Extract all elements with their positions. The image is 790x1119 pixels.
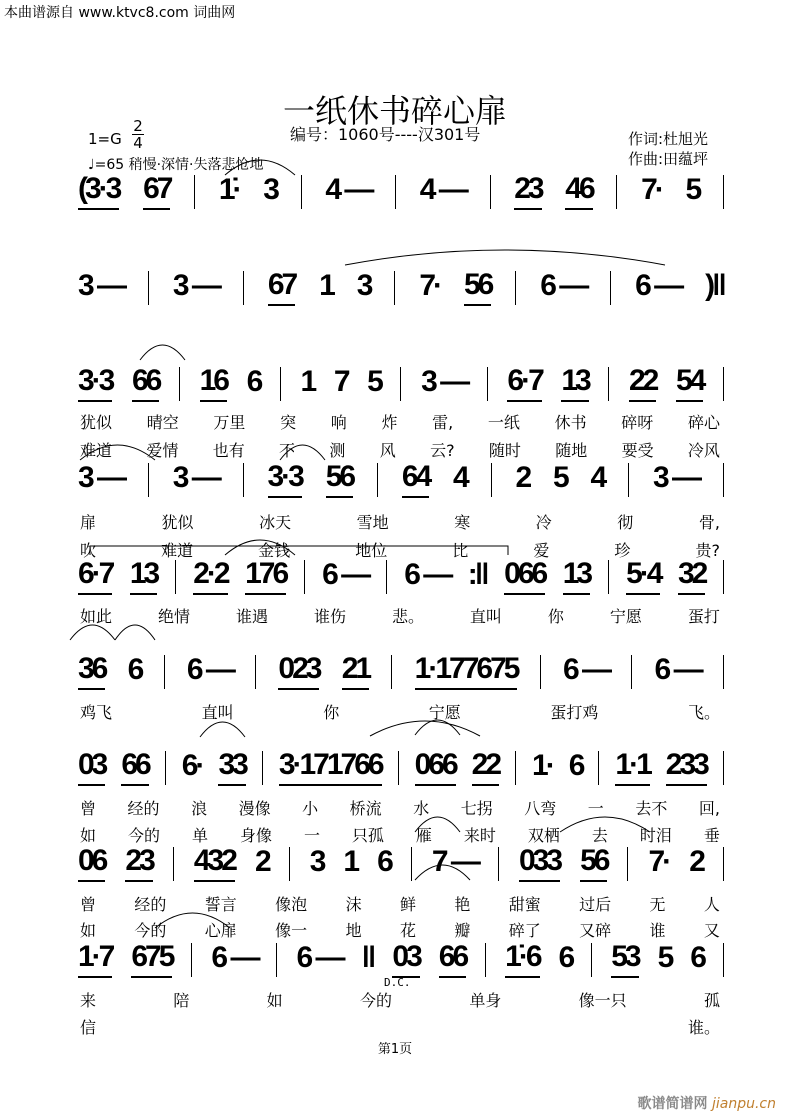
lyric-word: 蛋打鸡 xyxy=(550,703,599,722)
note-group: 13 xyxy=(561,366,588,402)
note-group: 7 xyxy=(333,365,348,398)
note-group: 3·3 xyxy=(268,462,302,498)
lyric-word: 扉 xyxy=(80,513,97,532)
note-group: 432 xyxy=(194,846,235,882)
lyric-word: 如 xyxy=(80,826,97,845)
lyric-word: 瓣 xyxy=(454,921,471,940)
note-group: 3 xyxy=(263,173,277,206)
note-group: 4 — xyxy=(325,173,372,206)
note-group: 6 — xyxy=(322,558,369,591)
note-group: 5 xyxy=(685,173,700,206)
lyric-word: 又碎 xyxy=(579,921,612,940)
lyric-word: 云? xyxy=(430,441,455,460)
lyric-word: 也有 xyxy=(212,441,245,460)
lyric-word: 陪 xyxy=(173,991,190,1010)
lyric-word: 一纸 xyxy=(487,413,520,432)
note-group: 6 — xyxy=(562,653,610,686)
slur xyxy=(415,865,470,880)
source-note: 本曲谱源自 www.ktvc8.com 词曲网 xyxy=(4,5,236,21)
note-group: 6 — xyxy=(654,653,701,686)
note-group: 066 xyxy=(415,750,456,786)
lyric-word: 吹 xyxy=(80,541,97,560)
lyric-word: 难道 xyxy=(80,441,113,460)
lyric-word: 金钱 xyxy=(258,541,291,560)
lyric-word: 直叫 xyxy=(469,607,502,626)
watermark-cn: 歌谱简谱网 xyxy=(637,1096,708,1112)
note-group: 6 xyxy=(127,653,142,686)
note-group: 7· xyxy=(648,845,670,878)
lyric-word: 双栖 xyxy=(527,826,560,845)
lyric-word: 过后 xyxy=(579,895,612,914)
note-group: 1· xyxy=(532,749,553,782)
note-group: 1 xyxy=(300,365,315,398)
catalog-number: 编号：1060号----汉301号 xyxy=(290,125,481,144)
note-group: 6·7 xyxy=(507,366,541,402)
lyric-word: 今的 xyxy=(127,826,160,845)
lyric-word: 心扉 xyxy=(204,921,237,940)
lyric-word: 谁。 xyxy=(687,1018,720,1037)
lyric-word: 谁伤 xyxy=(313,607,346,626)
note-group: 1̇· xyxy=(218,173,240,206)
lyric-word: 测 xyxy=(329,441,346,460)
note-group: 066 xyxy=(504,559,545,595)
lyric-word: 小 xyxy=(302,799,319,818)
note-group: 6 xyxy=(246,365,261,398)
note-group: 1 xyxy=(343,845,358,878)
note-group: 7· xyxy=(419,269,440,302)
lyric-word: 爱 xyxy=(533,541,550,560)
slur xyxy=(225,540,295,555)
lyric-word: 鲜 xyxy=(399,895,416,914)
lyric-word: 直叫 xyxy=(201,703,234,722)
lyric-word: 谁 xyxy=(649,921,666,940)
note-group: 5 xyxy=(657,941,672,974)
lyric-word: 随时 xyxy=(488,441,521,460)
lyric-word: 八弯 xyxy=(524,799,557,818)
note-group: 33 xyxy=(218,750,245,786)
note-group: 2·2 xyxy=(193,559,227,595)
note-group: 5 xyxy=(553,461,567,494)
lyric-word: 艳 xyxy=(454,895,471,914)
lyric-word: 时泪 xyxy=(639,826,672,845)
lyric-word: 鸡飞 xyxy=(80,703,113,722)
lyric-word: 七拐 xyxy=(460,799,493,818)
slur xyxy=(415,817,460,832)
lyric-word: 谁遇 xyxy=(235,607,268,626)
note-group: 233 xyxy=(666,750,707,786)
da-capo-marking: D.C. xyxy=(384,976,411,989)
note-group: 2 xyxy=(254,845,269,878)
lyric-word: 去 xyxy=(591,826,608,845)
note-group: 4 xyxy=(453,461,467,494)
note-group: ‖ xyxy=(361,941,374,974)
lyric-word: 宁愿 xyxy=(428,703,461,722)
lyric-word: 悲。 xyxy=(391,607,424,626)
note-group: 6 xyxy=(558,941,573,974)
lyric-word: 经的 xyxy=(127,799,160,818)
slur xyxy=(70,625,115,640)
note-group: 3 — xyxy=(172,461,219,494)
lyric-word: 经的 xyxy=(134,895,167,914)
song-title: 一纸休书碎心扉 xyxy=(282,92,507,130)
page-number: 第1页 xyxy=(377,1042,413,1057)
note-group: 64 xyxy=(402,462,429,498)
lyric-word: 沫 xyxy=(345,895,362,914)
lyric-word: 骨, xyxy=(698,513,720,532)
lyricist: 作词:杜旭光 xyxy=(628,130,709,148)
note-group: 3 xyxy=(309,845,324,878)
note-group: 46 xyxy=(565,174,592,210)
lyric-word: 孤 xyxy=(703,991,720,1010)
note-group: 66 xyxy=(121,750,148,786)
note-group: 6 — xyxy=(211,941,258,974)
lyric-word: 你 xyxy=(547,607,564,626)
note-group: 176 xyxy=(245,559,286,595)
lyric-word: 单身 xyxy=(469,991,502,1010)
note-group: 67 xyxy=(143,174,170,210)
lyric-word: 身像 xyxy=(239,826,272,845)
lyric-word: 曾 xyxy=(80,895,97,914)
note-group: 22 xyxy=(472,750,499,786)
note-group: 2 xyxy=(689,845,703,878)
note-group: 6 — xyxy=(635,269,682,302)
note-group: 56 xyxy=(464,270,491,306)
key-signature: 1=G xyxy=(88,130,122,148)
note-group: 7 — xyxy=(431,845,478,878)
note-group: 16 xyxy=(200,366,227,402)
note-group: 13 xyxy=(563,559,590,595)
lyric-word: 如此 xyxy=(80,607,113,626)
note-group: 6 — xyxy=(186,653,233,686)
lyric-word: 难道 xyxy=(161,541,194,560)
note-group: 67 xyxy=(268,270,295,306)
note-group: 033 xyxy=(519,846,560,882)
note-group: 06 xyxy=(78,846,105,882)
note-group: 023 xyxy=(278,654,319,690)
lyric-word: 人 xyxy=(703,895,720,914)
note-group: 03 xyxy=(392,942,419,978)
lyric-word: 贵? xyxy=(695,541,720,560)
note-group: 03 xyxy=(78,750,105,786)
note-group: 3 — xyxy=(421,365,468,398)
lyric-word: 突 xyxy=(280,413,297,432)
lyric-word: 桥流 xyxy=(349,799,382,818)
lyric-word: 花 xyxy=(399,921,416,940)
note-group: 56 xyxy=(580,846,607,882)
note-group: 53 xyxy=(611,942,638,978)
slur xyxy=(560,817,650,832)
note-group: 5·4 xyxy=(626,559,660,595)
lyric-word: 雷, xyxy=(432,413,454,432)
lyric-word: 曾 xyxy=(80,799,97,818)
note-group: 4 — xyxy=(419,173,466,206)
note-group: 36 xyxy=(78,654,105,690)
lyric-word: 像泡 xyxy=(275,895,308,914)
time-sig-bottom: 4 xyxy=(133,134,143,152)
lyric-word: 随地 xyxy=(555,441,588,460)
lyric-word: 一 xyxy=(303,826,320,845)
lyric-word: 无 xyxy=(649,895,666,914)
slur xyxy=(80,445,155,460)
note-group: (3·3 xyxy=(78,174,119,210)
lyric-word: 地位 xyxy=(355,541,388,560)
slur xyxy=(115,625,155,640)
lyric-word: 冷 xyxy=(535,513,552,532)
note-group: 1·7 xyxy=(78,942,112,978)
lyric-word: 珍 xyxy=(614,541,631,560)
note-group: 3 — xyxy=(78,269,125,302)
note-group: 3 — xyxy=(172,269,219,302)
lyric-word: 如 xyxy=(80,921,97,940)
lyric-word: 垂 xyxy=(703,826,720,845)
note-group: 1 xyxy=(319,269,333,302)
slur xyxy=(155,913,230,928)
note-group: 675 xyxy=(131,942,172,978)
lyric-word: 碎呀 xyxy=(621,413,654,432)
note-group: 23 xyxy=(125,846,152,882)
lyric-word: 寒 xyxy=(454,513,471,532)
lyric-word: 犹似 xyxy=(80,413,113,432)
lyric-word: 不 xyxy=(279,441,296,460)
note-group: 6 xyxy=(568,749,583,782)
lyric-word: 水 xyxy=(413,799,430,818)
note-group: 1̇·6 xyxy=(505,942,539,978)
note-group: 4 xyxy=(590,461,605,494)
slur xyxy=(280,445,325,460)
lyric-word: 冷风 xyxy=(687,441,720,460)
note-group: :‖ xyxy=(467,558,487,591)
note-group: 22 xyxy=(629,366,656,402)
lyric-word: 比 xyxy=(452,541,469,560)
note-group: 3 — xyxy=(78,461,125,494)
lyric-word: 漫像 xyxy=(238,799,271,818)
note-group: 6·7 xyxy=(78,559,112,595)
lyric-word: 碎心 xyxy=(687,413,720,432)
slur xyxy=(200,722,245,737)
lyric-word: 晴空 xyxy=(146,413,179,432)
lyric-word: 雁 xyxy=(415,826,432,845)
slur xyxy=(345,250,665,265)
note-group: 66 xyxy=(439,942,466,978)
lyric-word: 一 xyxy=(587,799,604,818)
lyric-word: 冰天 xyxy=(259,513,292,532)
lyric-word: 碎了 xyxy=(508,921,541,940)
lyric-word: 飞。 xyxy=(687,703,720,722)
lyric-word: 像一只 xyxy=(578,991,627,1010)
lyric-word: 浪 xyxy=(191,799,208,818)
lyric-word: 犹似 xyxy=(161,513,194,532)
lyric-word: 今的 xyxy=(134,921,167,940)
volta-bracket xyxy=(90,546,508,555)
lyric-word: 甜蜜 xyxy=(508,895,541,914)
note-group: 6· xyxy=(181,749,203,782)
note-group: 1·177675 xyxy=(415,654,518,690)
lyric-word: 回, xyxy=(698,799,720,818)
lyric-word: 只孤 xyxy=(351,826,384,845)
note-group: 66 xyxy=(132,366,159,402)
lyric-word: 风 xyxy=(379,441,396,460)
lyric-word: 去不 xyxy=(635,799,668,818)
slur xyxy=(370,721,480,736)
note-group: 7· xyxy=(641,173,662,206)
composer: 作曲:田蕴坪 xyxy=(628,150,709,168)
note-group: 13 xyxy=(130,559,157,595)
note-group: 1·1 xyxy=(615,750,649,786)
note-group: 23 xyxy=(514,174,541,210)
lyric-word: 彻 xyxy=(617,513,634,532)
slur xyxy=(140,345,185,360)
note-group: 3·3 xyxy=(78,366,112,402)
note-group: )‖ xyxy=(705,269,724,302)
lyric-word: 地 xyxy=(345,921,362,940)
note-group: 6 — xyxy=(296,941,343,974)
lyric-word: 来 xyxy=(80,991,97,1010)
lyric-word: 炸 xyxy=(381,413,398,432)
lyric-word: 信 xyxy=(80,1018,97,1037)
lyric-word: 像一 xyxy=(275,921,308,940)
note-group: 6 — xyxy=(540,269,587,302)
lyric-word: 绝情 xyxy=(157,607,190,626)
lyric-word: 宁愿 xyxy=(609,607,642,626)
note-group: 32 xyxy=(678,559,705,595)
note-group: 3 xyxy=(356,269,371,302)
lyric-word: 爱情 xyxy=(146,441,179,460)
note-group: 5 xyxy=(367,365,381,398)
slur xyxy=(225,160,295,175)
lyric-word: 万里 xyxy=(213,413,246,432)
lyric-word: 誓言 xyxy=(204,895,237,914)
lyric-word: 休书 xyxy=(554,413,587,432)
lyric-word: 雪地 xyxy=(356,513,389,532)
lyric-word: 蛋打 xyxy=(687,607,720,626)
time-sig-top: 2 xyxy=(133,117,143,135)
lyric-word: 要受 xyxy=(621,441,654,460)
lyric-word: 来时 xyxy=(463,826,496,845)
lyric-word: 你 xyxy=(323,703,340,722)
lyric-word: 今的 xyxy=(359,991,392,1010)
note-group: 6 — xyxy=(404,558,451,591)
note-group: 6 xyxy=(690,941,704,974)
note-group: 21 xyxy=(342,654,369,690)
lyric-word: 单 xyxy=(191,826,208,845)
lyric-word: 又 xyxy=(703,921,720,940)
note-group: 6 xyxy=(377,845,391,878)
note-group: 3 — xyxy=(652,461,699,494)
note-group: 2 xyxy=(515,461,530,494)
note-group: 3·171766 xyxy=(279,750,382,786)
lyric-word: 响 xyxy=(330,413,347,432)
lyric-word: 如 xyxy=(266,991,283,1010)
tempo-marking: ♩=65 稍慢·深情·失落悲怆地 xyxy=(88,157,264,173)
note-group: 56 xyxy=(326,462,353,498)
watermark-url: jianpu.cn xyxy=(711,1096,776,1112)
note-group: 54 xyxy=(676,366,703,402)
